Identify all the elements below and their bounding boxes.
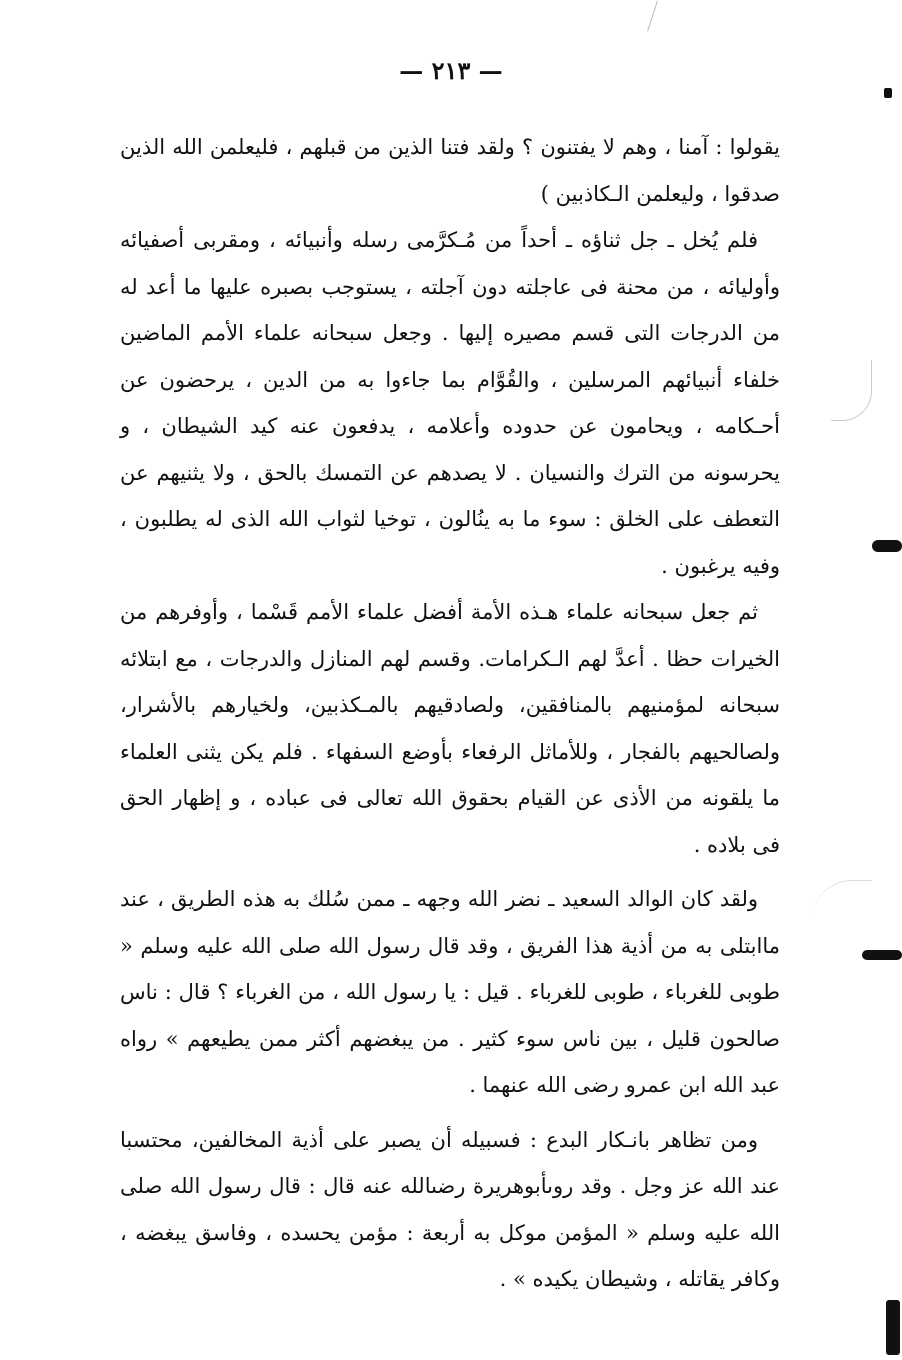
scan-corner-mark	[886, 1300, 900, 1355]
scan-faint-line	[831, 360, 872, 421]
scan-faint-line	[812, 880, 872, 921]
paragraph-2: فلم يُخل ـ جل ثناؤه ـ أحداً من مُـكرَّمى رسله وأنبيائه ، ومقربى أصفيائه وأوليائه ، من محنة فى عاجلته دون آجلته ، يستوجب بصبره عليها ما أعد له من الدرجات التى قسم مصيره إليها . وجعل سبحانه علماء الأمم الماضين خلفاء أنبيائهم المرسلين ، والقُوَّام بما جاءوا به من الدين ، يرحضون عن أحـكامه ، ويحامون عن حدوده وأعلامه ، يدفعون عنه كيد الشيطان ، و يحرسونه من الترك والنسيان . لا يصدهم عن التمسك بالحق ، ولا يثنيهم عن التعطف على الخلق : سوء ما به ينُالون ، توخيا لثواب الله الذى له يطلبون ، وفيه يرغبون .	[120, 228, 780, 578]
scan-speck	[884, 88, 892, 98]
scan-edge-mark	[872, 540, 902, 552]
paragraph-1: يقولوا : آمنا ، وهم لا يفتنون ؟ ولقد فتنا الذين من قبلهم ، فليعلمن الله الذين صدقوا ، وليعلمن الـكاذبين )	[120, 135, 780, 206]
paragraph-4: ولقد كان الوالد السعيد ـ نضر الله وجهه ـ ممن سُلك به هذه الطريق ، عند ماابتلى به من أذية هذا الفريق ، وقد قال رسول الله صلى الله عليه وسلم « طوبى للغرباء ، طوبى للغرباء . قيل : يا رسول الله ، من الغرباء ؟ قال : ناس صالحون قليل ، بين ناس سوء كثير . من يبغضهم أكثر ممن يطيعهم » رواه عبد الله ابن عمرو رضى الله عنهما .	[120, 887, 780, 1097]
paragraph-3: ثم جعل سبحانه علماء هـذه الأمة أفضل علماء الأمم قَسْما ، وأوفرهم من الخيرات حظا . أعدَّ لهم الـكرامات. وقسم لهم المنازل والدرجات ، مع ابتلائه سبحانه لمؤمنيهم بالمنافقين، ولصادقيهم بالمـكذبين، ولخيارهم بالأشرار، ولصالحيهم بالفجار ، وللأماثل الرفعاء بأوضع السفهاء . فلم يكن يثنى العلماء ما يلقونه من الأذى عن القيام بحقوق الله تعالى فى عباده ، و إظهار الحق فى بلاده .	[120, 600, 780, 857]
page-number: — ٢١٣ —	[399, 56, 503, 85]
paragraph-5: ومن تظاهر بانـكار البدع : فسبيله أن يصبر على أذية المخالفين، محتسبا عند الله عز وجل . وقد روىأبوهريرة رضىالله عنه قال : قال رسول الله صلى الله عليه وسلم « المؤمن موكل به أربعة : مؤمن يحسده ، وفاسق يبغضه ، وكافر يقاتله ، وشيطان يكيده » .	[120, 1127, 780, 1291]
body-text	[120, 124, 780, 1303]
scan-scratch	[647, 1, 658, 32]
scan-edge-mark	[862, 950, 902, 960]
